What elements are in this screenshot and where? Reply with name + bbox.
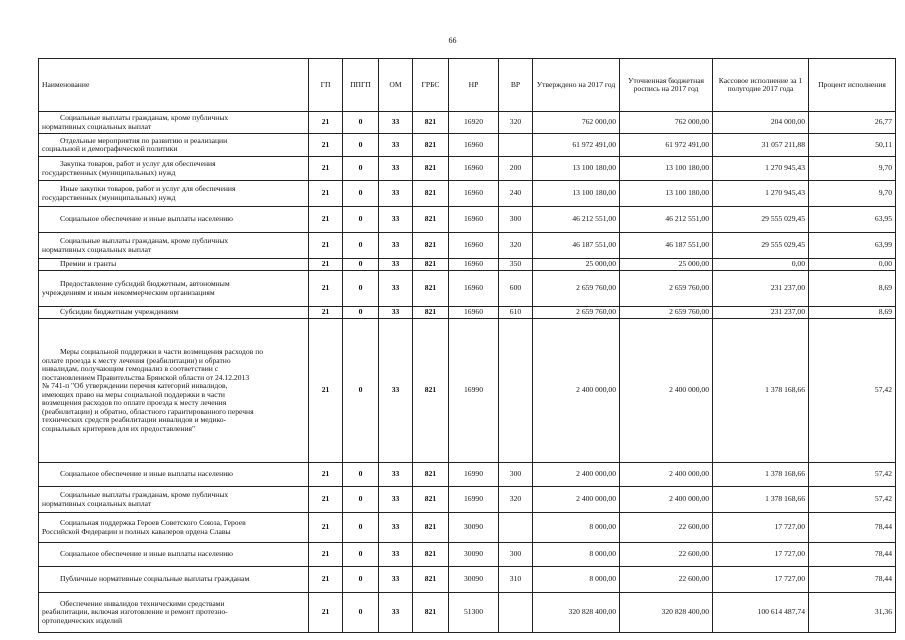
row-ppgp: 0 <box>343 181 379 207</box>
row-grbs: 821 <box>413 207 449 233</box>
row-gp: 21 <box>309 307 343 319</box>
row-name-line: Социальное обеспечение и иные выплаты населению <box>60 549 233 559</box>
row-vr: 300 <box>499 543 533 567</box>
row-name <box>39 593 309 633</box>
row-om: 33 <box>379 593 413 633</box>
row-revised: 2 400 000,00 <box>620 319 713 463</box>
row-vr <box>499 593 533 633</box>
header-nr: НР <box>449 59 499 112</box>
row-gp: 21 <box>309 487 343 513</box>
row-name <box>39 233 309 259</box>
row-name-line: Социальные выплаты гражданам, кроме публичных <box>60 236 229 245</box>
row-name <box>39 567 309 593</box>
row-om: 33 <box>379 207 413 233</box>
table-row <box>39 207 896 233</box>
row-revised: 2 400 000,00 <box>620 487 713 513</box>
row-name-line: постановлением Правительства Брянской области от 24.12.2013 <box>42 372 250 382</box>
row-ppgp: 0 <box>343 463 379 487</box>
row-name <box>39 543 309 567</box>
row-percent: 78,44 <box>809 513 896 543</box>
row-nr: 16960 <box>449 207 499 233</box>
row-percent: 57,42 <box>809 319 896 463</box>
header-om: ОМ <box>379 59 413 112</box>
row-om: 33 <box>379 307 413 319</box>
row-cash-execution: 0,00 <box>713 259 809 271</box>
row-om: 33 <box>379 112 413 134</box>
table-row <box>39 134 896 157</box>
row-name <box>39 307 309 319</box>
table-row <box>39 319 896 463</box>
table-row <box>39 513 896 543</box>
row-name-line: реабилитации, включая изготовление и ремонт протезно- <box>42 607 228 617</box>
row-name <box>39 157 309 181</box>
row-name <box>39 463 309 487</box>
row-revised: 25 000,00 <box>620 259 713 271</box>
row-nr: 16960 <box>449 307 499 319</box>
row-grbs: 821 <box>413 271 449 307</box>
row-revised: 13 100 180,00 <box>620 157 713 181</box>
table-row <box>39 181 896 207</box>
row-name-line: нормативных социальных выплат <box>42 244 152 254</box>
row-gp: 21 <box>309 112 343 134</box>
row-gp: 21 <box>309 513 343 543</box>
row-revised: 2 400 000,00 <box>620 463 713 487</box>
table-row <box>39 233 896 259</box>
table-row <box>39 157 896 181</box>
row-ppgp: 0 <box>343 112 379 134</box>
row-approved: 46 212 551,00 <box>533 207 620 233</box>
row-name <box>39 319 309 463</box>
row-revised: 22 600,00 <box>620 513 713 543</box>
row-percent: 50,11 <box>809 134 896 157</box>
table-row <box>39 593 896 633</box>
row-cash-execution: 100 614 487,74 <box>713 593 809 633</box>
row-grbs: 821 <box>413 157 449 181</box>
row-nr: 30090 <box>449 567 499 593</box>
row-om: 33 <box>379 157 413 181</box>
row-cash-execution: 17 727,00 <box>713 513 809 543</box>
header-gp: ГП <box>309 59 343 112</box>
row-percent: 9,70 <box>809 157 896 181</box>
row-om: 33 <box>379 463 413 487</box>
row-ppgp: 0 <box>343 233 379 259</box>
row-grbs: 821 <box>413 134 449 157</box>
row-grbs: 821 <box>413 112 449 134</box>
row-name-line: Предоставление субсидий бюджетным, автономным <box>60 279 230 288</box>
row-name-line: государственных (муниципальных) нужд <box>42 192 176 202</box>
row-ppgp: 0 <box>343 513 379 543</box>
row-ppgp: 0 <box>343 134 379 157</box>
row-cash-execution: 17 727,00 <box>713 567 809 593</box>
row-name-line: Социальное обеспечение и иные выплаты населению <box>60 469 233 479</box>
row-gp: 21 <box>309 134 343 157</box>
page-number: 66 <box>448 36 457 45</box>
row-approved: 8 000,00 <box>533 567 620 593</box>
row-name <box>39 181 309 207</box>
row-name-line: нормативных социальных выплат <box>42 121 152 131</box>
row-name-line: Социальные выплаты гражданам, кроме публичных <box>60 490 229 499</box>
row-approved: 2 400 000,00 <box>533 319 620 463</box>
row-percent: 57,42 <box>809 487 896 513</box>
row-gp: 21 <box>309 181 343 207</box>
row-gp: 21 <box>309 543 343 567</box>
row-ppgp: 0 <box>343 307 379 319</box>
row-name-line: социальных критериев для их предоставления" <box>42 423 196 433</box>
row-nr: 16960 <box>449 259 499 271</box>
row-vr <box>499 319 533 463</box>
row-ppgp: 0 <box>343 271 379 307</box>
row-gp: 21 <box>309 271 343 307</box>
row-om: 33 <box>379 319 413 463</box>
row-vr: 300 <box>499 207 533 233</box>
row-approved: 2 400 000,00 <box>533 487 620 513</box>
row-revised: 46 187 551,00 <box>620 233 713 259</box>
row-grbs: 821 <box>413 307 449 319</box>
row-grbs: 821 <box>413 543 449 567</box>
row-nr: 16960 <box>449 134 499 157</box>
row-om: 33 <box>379 233 413 259</box>
row-name-line: Отдельные мероприятия по развитию и реализации <box>60 135 228 145</box>
row-name-line: Иные закупки товаров, работ и услуг для обеспечения <box>60 184 236 193</box>
row-approved: 8 000,00 <box>533 543 620 567</box>
row-approved: 61 972 491,00 <box>533 134 620 157</box>
row-grbs: 821 <box>413 319 449 463</box>
row-revised: 46 212 551,00 <box>620 207 713 233</box>
row-percent: 78,44 <box>809 543 896 567</box>
row-nr: 16960 <box>449 157 499 181</box>
row-om: 33 <box>379 181 413 207</box>
row-name-line: № 741-п "Об утверждении перечня категорий инвалидов, <box>42 381 228 390</box>
row-cash-execution: 1 378 168,66 <box>713 463 809 487</box>
row-grbs: 821 <box>413 259 449 271</box>
row-revised: 320 828 400,00 <box>620 593 713 633</box>
row-revised: 22 600,00 <box>620 543 713 567</box>
row-percent: 57,42 <box>809 463 896 487</box>
row-approved: 13 100 180,00 <box>533 157 620 181</box>
row-gp: 21 <box>309 259 343 271</box>
row-grbs: 821 <box>413 567 449 593</box>
row-revised: 22 600,00 <box>620 567 713 593</box>
row-vr <box>499 513 533 543</box>
row-vr: 610 <box>499 307 533 319</box>
row-cash-execution: 231 237,00 <box>713 271 809 307</box>
row-vr <box>499 134 533 157</box>
row-gp: 21 <box>309 593 343 633</box>
row-cash-execution: 204 000,00 <box>713 112 809 134</box>
row-vr: 320 <box>499 112 533 134</box>
row-vr: 350 <box>499 259 533 271</box>
row-name <box>39 207 309 233</box>
row-vr: 310 <box>499 567 533 593</box>
row-percent: 78,44 <box>809 567 896 593</box>
row-om: 33 <box>379 271 413 307</box>
row-approved: 320 828 400,00 <box>533 593 620 633</box>
row-percent: 63,95 <box>809 207 896 233</box>
row-grbs: 821 <box>413 487 449 513</box>
row-name-line: государственных (муниципальных) нужд <box>42 167 176 177</box>
row-ppgp: 0 <box>343 593 379 633</box>
row-nr: 16990 <box>449 319 499 463</box>
table-header-row <box>39 59 896 112</box>
row-name-line: Обеспечение инвалидов техническими средствами <box>60 598 225 608</box>
header-name: Наименование <box>39 59 309 112</box>
row-percent: 8,69 <box>809 271 896 307</box>
row-grbs: 821 <box>413 463 449 487</box>
row-ppgp: 0 <box>343 487 379 513</box>
row-grbs: 821 <box>413 513 449 543</box>
table-row <box>39 543 896 567</box>
row-ppgp: 0 <box>343 567 379 593</box>
row-cash-execution: 29 555 029,45 <box>713 207 809 233</box>
row-cash-execution: 31 057 211,88 <box>713 134 809 157</box>
row-name-line: учреждениям и иным некоммерческим организациям <box>42 287 215 297</box>
header-approved: Утверждено на 2017 год <box>533 59 620 112</box>
row-cash-execution: 1 270 945,43 <box>713 181 809 207</box>
row-revised: 2 659 760,00 <box>620 307 713 319</box>
row-name <box>39 259 309 271</box>
row-approved: 2 659 760,00 <box>533 307 620 319</box>
row-om: 33 <box>379 513 413 543</box>
table-row <box>39 487 896 513</box>
row-name-line: Социальное обеспечение и иные выплаты населению <box>60 214 233 224</box>
row-revised: 2 659 760,00 <box>620 271 713 307</box>
row-nr: 16990 <box>449 463 499 487</box>
row-name-line: ортопедических изделий <box>42 615 123 625</box>
row-approved: 46 187 551,00 <box>533 233 620 259</box>
row-vr: 200 <box>499 157 533 181</box>
row-grbs: 821 <box>413 593 449 633</box>
row-name-line: возмещения расходов по оплате проезда к месту лечения <box>42 398 227 407</box>
row-ppgp: 0 <box>343 207 379 233</box>
row-cash-execution: 1 270 945,43 <box>713 157 809 181</box>
row-vr: 600 <box>499 271 533 307</box>
row-cash-execution: 231 237,00 <box>713 307 809 319</box>
row-gp: 21 <box>309 567 343 593</box>
row-revised: 61 972 491,00 <box>620 134 713 157</box>
row-percent: 9,70 <box>809 181 896 207</box>
row-gp: 21 <box>309 319 343 463</box>
row-percent: 0,00 <box>809 259 896 271</box>
row-gp: 21 <box>309 463 343 487</box>
row-ppgp: 0 <box>343 543 379 567</box>
row-om: 33 <box>379 259 413 271</box>
row-gp: 21 <box>309 233 343 259</box>
row-approved: 2 659 760,00 <box>533 271 620 307</box>
header-cash-execution: Кассовое исполнение за 1 полугодие 2017 года <box>713 59 809 112</box>
row-name-line: Публичные нормативные социальные выплаты гражданам <box>60 574 250 584</box>
row-nr: 30090 <box>449 543 499 567</box>
row-nr: 16960 <box>449 271 499 307</box>
row-vr: 320 <box>499 233 533 259</box>
row-percent: 31,36 <box>809 593 896 633</box>
row-name-line: Закупка товаров, работ и услуг для обеспечения <box>60 159 216 168</box>
row-revised: 762 000,00 <box>620 112 713 134</box>
row-nr: 16920 <box>449 112 499 134</box>
row-ppgp: 0 <box>343 157 379 181</box>
row-approved: 762 000,00 <box>533 112 620 134</box>
row-ppgp: 0 <box>343 259 379 271</box>
table-row <box>39 271 896 307</box>
row-name <box>39 112 309 134</box>
table-row <box>39 112 896 134</box>
row-name-line: инвалидам, получающим гемодиализ в соответствии с <box>42 364 219 373</box>
row-name-line: Социальные выплаты гражданам, кроме публичных <box>60 113 229 122</box>
row-om: 33 <box>379 543 413 567</box>
row-cash-execution: 17 727,00 <box>713 543 809 567</box>
row-name-line: технических средств реабилитации инвалидов и медико- <box>42 415 227 424</box>
header-ppgp: ППГП <box>343 59 379 112</box>
row-percent: 26,77 <box>809 112 896 134</box>
row-grbs: 821 <box>413 181 449 207</box>
header-vr: ВР <box>499 59 533 112</box>
row-ppgp: 0 <box>343 319 379 463</box>
row-percent: 63,99 <box>809 233 896 259</box>
row-name-line: (реабилитации) и обратно, областного гарантированного перечня <box>42 406 254 416</box>
row-nr: 30090 <box>449 513 499 543</box>
row-name <box>39 271 309 307</box>
row-name-line: Социальная поддержка Героев Советского Союза, Героев <box>60 518 246 527</box>
table-row <box>39 567 896 593</box>
row-nr: 16960 <box>449 233 499 259</box>
header-revised: Уточненная бюджетная роспись на 2017 год <box>620 59 713 112</box>
row-name <box>39 513 309 543</box>
row-om: 33 <box>379 134 413 157</box>
table-row <box>39 259 896 271</box>
row-vr: 300 <box>499 463 533 487</box>
header-percent: Процент исполнения <box>809 59 896 112</box>
row-name-line: социальной и демографической политики <box>42 144 178 153</box>
row-cash-execution: 1 378 168,66 <box>713 487 809 513</box>
row-gp: 21 <box>309 207 343 233</box>
row-gp: 21 <box>309 157 343 181</box>
row-name <box>39 487 309 513</box>
row-nr: 51300 <box>449 593 499 633</box>
table-row <box>39 307 896 319</box>
row-name <box>39 134 309 157</box>
table-row <box>39 463 896 487</box>
row-approved: 13 100 180,00 <box>533 181 620 207</box>
row-om: 33 <box>379 567 413 593</box>
row-revised: 13 100 180,00 <box>620 181 713 207</box>
row-name-line: нормативных социальных выплат <box>42 498 152 508</box>
row-vr: 320 <box>499 487 533 513</box>
row-name-line: Меры социальной поддержки в части возмещения расходов по <box>60 347 264 356</box>
row-nr: 16960 <box>449 181 499 207</box>
row-cash-execution: 1 378 168,66 <box>713 319 809 463</box>
row-nr: 16990 <box>449 487 499 513</box>
row-vr: 240 <box>499 181 533 207</box>
row-approved: 2 400 000,00 <box>533 463 620 487</box>
table-body <box>39 112 896 633</box>
row-om: 33 <box>379 487 413 513</box>
header-grbs: ГРБС <box>413 59 449 112</box>
budget-execution-table <box>38 58 896 633</box>
row-name-line: Российской Федерации и полных кавалеров ордена Славы <box>42 526 231 536</box>
row-approved: 25 000,00 <box>533 259 620 271</box>
row-name-line: имеющих право на меры социальной поддержки в части <box>42 389 225 399</box>
row-grbs: 821 <box>413 233 449 259</box>
row-name-line: Премии и гранты <box>60 259 117 269</box>
row-name-line: Субсидии бюджетным учреждениям <box>60 307 179 317</box>
row-percent: 8,69 <box>809 307 896 319</box>
row-name-line: оплате проезда к месту лечения (реабилитации) и обратно <box>42 355 231 365</box>
row-approved: 8 000,00 <box>533 513 620 543</box>
row-cash-execution: 29 555 029,45 <box>713 233 809 259</box>
